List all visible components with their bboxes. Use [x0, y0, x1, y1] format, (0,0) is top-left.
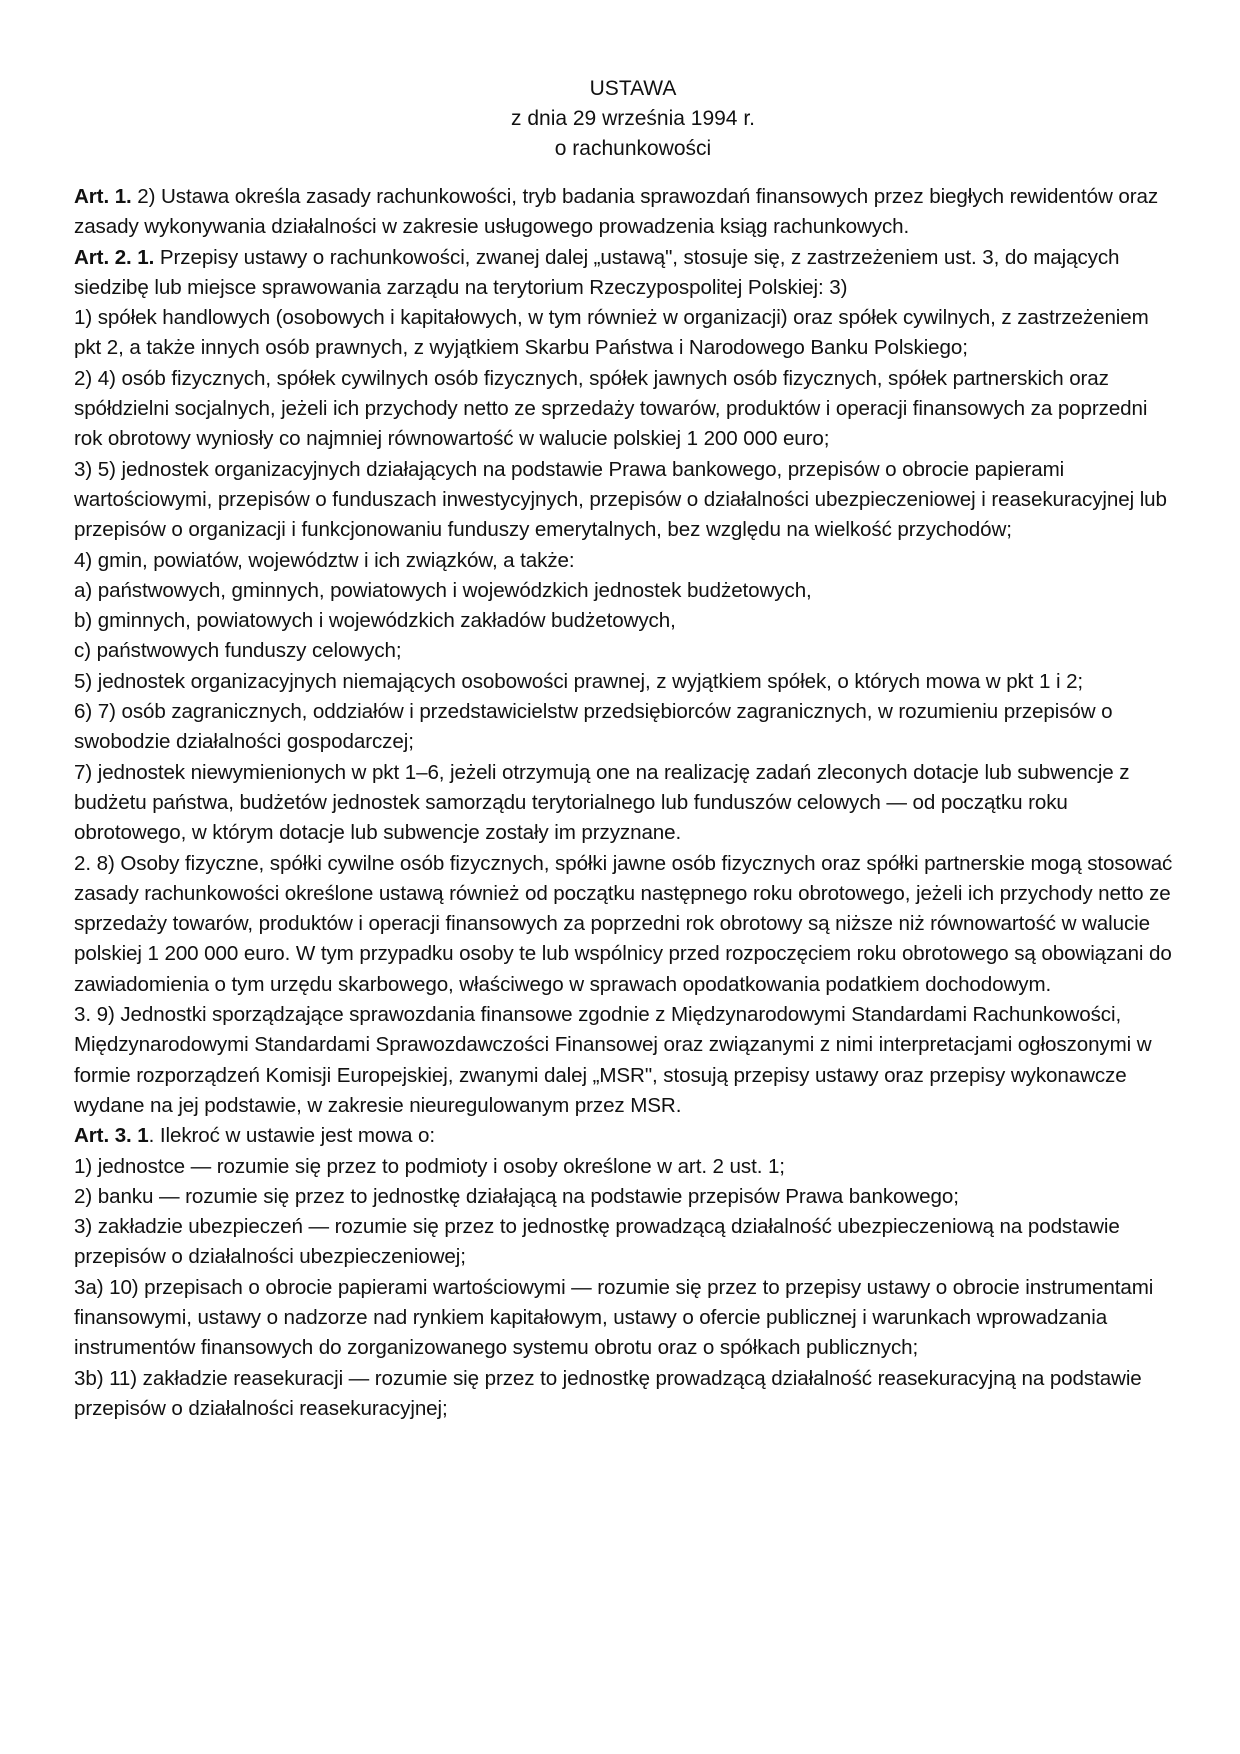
- paragraph-text: b) gminnych, powiatowych i wojewódzkich zakładów budżetowych,: [74, 609, 676, 633]
- paragraph: [74, 576, 1174, 606]
- paragraph-text: 2. 8) Osoby fizyczne, spółki cywilne osób fizycznych, spółki jawne osób fizycznych oraz spółki partnerskie mogą stosować zasady rachunkowości określone ustawą również od początku następnego roku obrotowego, jeżeli ich przychody netto ze sprzedaży towarów, produktów i operacji finansowych za poprzedni rok obrotowy są niższe niż równowartość w walucie polskiej 1 200 000 euro. W tym przypadku osoby te lub wspólnicy przed rozpoczęciem roku obrotowego są obowiązani do zawiadomienia o tym urzędu skarbowego, właściwego w sprawach opodatkowania podatkiem dochodowym.: [74, 851, 1173, 996]
- paragraph: [74, 455, 1174, 546]
- paragraph-text: 1) spółek handlowych (osobowych i kapitałowych, w tym również w organizacji) oraz spółek cywilnych, z zastrzeżeniem pkt 2, a także innych osób prawnych, z wyjątkiem Skarbu Państwa i Narodowego Banku Polskiego;: [74, 306, 1149, 360]
- paragraph: [74, 1182, 1174, 1212]
- paragraph: [74, 1152, 1174, 1182]
- paragraph: [74, 1121, 1174, 1151]
- paragraph: [74, 1273, 1174, 1364]
- article-label: Art. 3. 1: [74, 1124, 149, 1148]
- paragraph-text: 4) gmin, powiatów, województw i ich związków, a także:: [74, 548, 575, 572]
- paragraph-text: 2) 4) osób fizycznych, spółek cywilnych osób fizycznych, spółek jawnych osób fizycznych, spółek partnerskich oraz spółdzielni socjalnych, jeżeli ich przychody netto ze sprzedaży towarów, produktów i operacji finansowych za poprzedni rok obrotowy wyniosły co najmniej równowartość w walucie polskiej 1 200 000 euro;: [74, 366, 1148, 451]
- article-label: Art. 2. 1.: [74, 245, 155, 269]
- paragraph-text: 7) jednostek niewymienionych w pkt 1–6, jeżeli otrzymują one na realizację zadań zleconych dotacje lub subwencje z budżetu państwa, budżetów jednostek samorządu terytorialnego lub funduszów celowych — od początku roku obrotowego, w którym dotacje lub subwencje zostały im przyznane.: [74, 760, 1130, 845]
- paragraph: [74, 1364, 1174, 1425]
- paragraph: [74, 546, 1174, 576]
- paragraph-text: 3) zakładzie ubezpieczeń — rozumie się przez to jednostkę prowadzącą działalność ubezpieczeniową na podstawie przepisów o działalności ubezpieczeniowej;: [74, 1215, 1120, 1269]
- paragraph: [74, 636, 1174, 666]
- paragraph-text: 1) jednostce — rozumie się przez to podmioty i osoby określone w art. 2 ust. 1;: [74, 1154, 785, 1178]
- paragraph: [74, 303, 1174, 364]
- paragraph: [74, 364, 1174, 455]
- paragraph-text: 6) 7) osób zagranicznych, oddziałów i przedstawicielstw przedsiębiorców zagranicznych, w rozumieniu przepisów o swobodzie działalności gospodarczej;: [74, 700, 1113, 754]
- paragraph: [74, 667, 1174, 697]
- paragraph-text: 2) Ustawa określa zasady rachunkowości, tryb badania sprawozdań finansowych przez biegłych rewidentów oraz zasady wykonywania działalności w zakresie usługowego prowadzenia ksiąg rachunkowych.: [74, 185, 1159, 239]
- paragraph: [74, 1212, 1174, 1273]
- paragraph: [74, 849, 1174, 1000]
- paragraph: [74, 606, 1174, 636]
- document-date: z dnia 29 września 1994 r.: [511, 107, 755, 130]
- paragraph-text: . Ilekroć w ustawie jest mowa o:: [148, 1124, 436, 1148]
- paragraph-text: 3. 9) Jednostki sporządzające sprawozdania finansowe zgodnie z Międzynarodowymi Standardami Rachunkowości, Międzynarodowymi Standardami Sprawozdawczości Finansowej oraz związanymi z nimi interpretacjami ogłoszonymi w formie rozporządzeń Komisji Europejskiej, zwanymi dalej „MSR", stosują przepisy ustawy oraz przepisy wykonawcze wydane na jej podstawie, w zakresie nieuregulowanym przez MSR.: [74, 1003, 1152, 1117]
- paragraph: [74, 758, 1174, 849]
- document-title: USTAWA: [589, 77, 677, 100]
- document-page: [74, 74, 1174, 1424]
- paragraph: [74, 1000, 1174, 1121]
- paragraph-text: c) państwowych funduszy celowych;: [74, 639, 402, 663]
- paragraph-text: 3b) 11) zakładzie reasekuracji — rozumie się przez to jednostkę prowadzącą działalność reasekuracyjną na podstawie przepisów o działalności reasekuracyjnej;: [74, 1366, 1142, 1420]
- document-body: [74, 182, 1174, 1424]
- paragraph-text: Przepisy ustawy o rachunkowości, zwanej dalej „ustawą", stosuje się, z zastrzeżeniem ust. 3, do mających siedzibę lub miejsce sprawowania zarządu na terytorium Rzeczypospolitej Polskiej: 3): [74, 245, 1120, 299]
- paragraph-text: 3) 5) jednostek organizacyjnych działających na podstawie Prawa bankowego, przepisów o obrocie papierami wartościowymi, przepisów o funduszach inwestycyjnych, przepisów o działalności ubezpieczeniowej i reasekuracyjnej lub przepisów o organizacji i funkcjonowaniu funduszy emerytalnych, bez względu na wielkość przychodów;: [74, 457, 1167, 542]
- paragraph-text: 3a) 10) przepisach o obrocie papierami wartościowymi — rozumie się przez to przepisy ustawy o obrocie instrumentami finansowymi, ustawy o nadzorze nad rynkiem kapitałowym, ustawy o ofercie publicznej i warunkach wprowadzania instrumentów finansowych do zorganizowanego systemu obrotu oraz o spółkach publicznych;: [74, 1275, 1154, 1360]
- paragraph: [74, 243, 1174, 304]
- article-label: Art. 1.: [74, 185, 132, 208]
- paragraph: [74, 697, 1174, 758]
- paragraph-text: 2) banku — rozumie się przez to jednostkę działającą na podstawie przepisów Prawa bankowego;: [74, 1184, 959, 1208]
- paragraph-text: a) państwowych, gminnych, powiatowych i wojewódzkich jednostek budżetowych,: [74, 578, 812, 602]
- document-subject: o rachunkowości: [554, 137, 712, 160]
- document-heading: [74, 74, 1174, 164]
- paragraph: [74, 182, 1174, 243]
- paragraph-text: 5) jednostek organizacyjnych niemających osobowości prawnej, z wyjątkiem spółek, o których mowa w pkt 1 i 2;: [74, 669, 1084, 693]
